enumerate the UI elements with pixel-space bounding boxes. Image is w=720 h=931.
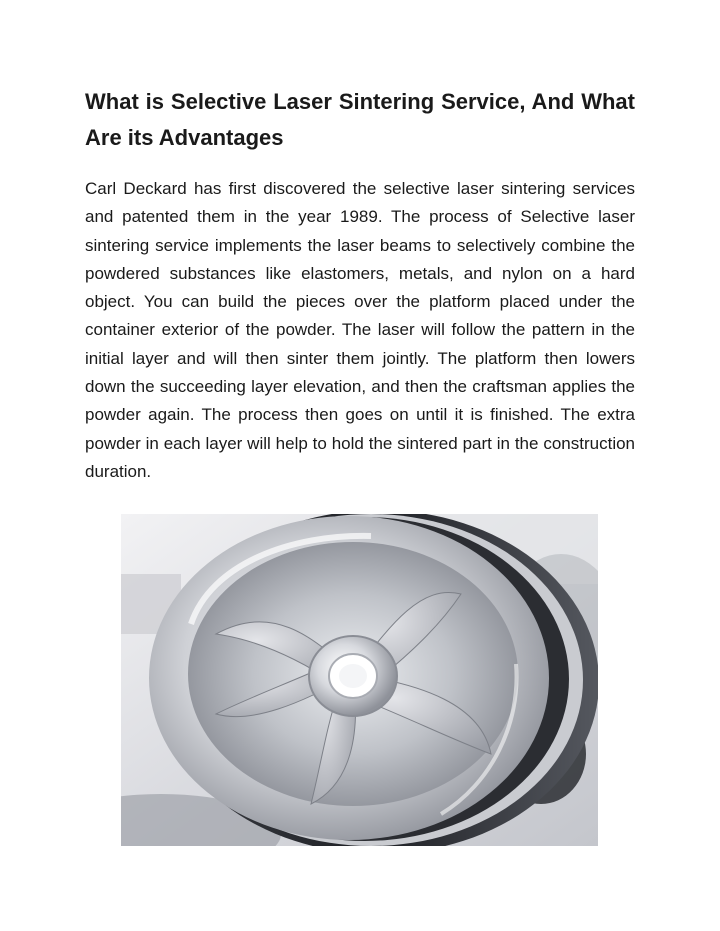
impeller-illustration — [121, 514, 598, 846]
article-title: What is Selective Laser Sintering Service, And What Are its Advantages — [85, 89, 635, 150]
article-body: Carl Deckard has first discovered the selective laser sintering services and patented them in the year 1989. The process of Selective laser sintering service implements the laser beams to selectively combine the powdered substances like elastomers, metals, and nylon on a hard object. You can build the pieces over the platform placed under the container exterior of the powder. The laser will follow the pattern in the initial layer and will then sinter them jointly. The platform then lowers down the succeeding layer elevation, and then the craftsman applies the powder again. The process then goes on until it is finished. The extra powder in each layer will help to hold the sintered part in the construction duration. — [85, 179, 635, 481]
impeller-photo — [121, 514, 598, 846]
